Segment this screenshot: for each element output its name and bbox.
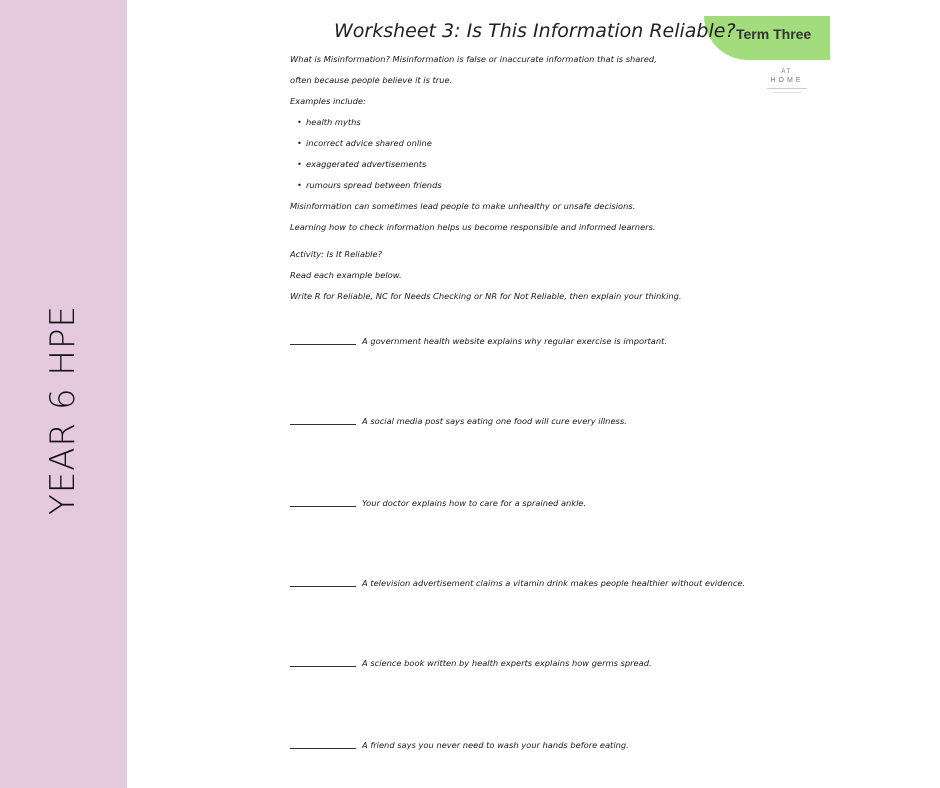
logo-rule-small <box>773 92 801 93</box>
answer-blank-4[interactable] <box>290 586 356 587</box>
answer-blank-3[interactable] <box>290 506 356 507</box>
sidebar <box>0 0 127 788</box>
intro-line-2: often because people believe it is true. <box>290 75 453 85</box>
question-3 <box>290 498 586 508</box>
logo-line-1: AT <box>781 69 793 75</box>
example-item: • incorrect advice shared online <box>306 138 432 148</box>
learning-text: Learning how to check information helps us become responsible and informed learners. <box>290 222 656 232</box>
worksheet-title: Worksheet 3: Is This Information Reliable? <box>334 20 736 42</box>
intro-line-1: What is Misinformation? Misinformation is false or inaccurate information that is shared, <box>290 54 657 64</box>
instruction-1: Read each example below. <box>290 270 402 280</box>
question-text: A social media post says eating one food will cure every illness. <box>362 416 627 426</box>
question-5 <box>290 658 652 668</box>
logo-line-2: HOME <box>770 77 804 84</box>
examples-heading: Examples include: <box>290 96 366 106</box>
answer-blank-5[interactable] <box>290 666 356 667</box>
consequence-text: Misinformation can sometimes lead people to make unhealthy or unsafe decisions. <box>290 201 636 211</box>
question-text: A television advertisement claims a vitamin drink makes people healthier without evidence. <box>362 578 746 588</box>
question-text: A science book written by health experts explains how germs spread. <box>362 658 652 668</box>
answer-blank-2[interactable] <box>290 424 356 425</box>
question-4 <box>290 578 745 588</box>
sidebar-label: YEAR 6 HPE <box>43 305 83 515</box>
example-item: • exaggerated advertisements <box>306 159 426 169</box>
question-2 <box>290 416 627 426</box>
answer-blank-6[interactable] <box>290 748 356 749</box>
logo-rule <box>767 88 807 89</box>
instruction-2: Write R for Reliable, NC for Needs Checking or NR for Not Reliable, then explain your thinking. <box>290 291 682 301</box>
question-text: A government health website explains why regular exercise is important. <box>362 336 667 346</box>
question-6 <box>290 740 629 750</box>
question-text: A friend says you never need to wash your hands before eating. <box>362 740 629 750</box>
example-item: • health myths <box>306 117 361 127</box>
at-home-logo <box>760 68 814 110</box>
example-item: • rumours spread between friends <box>306 180 442 190</box>
activity-title: Activity: Is It Reliable? <box>290 249 382 259</box>
answer-blank-1[interactable] <box>290 344 356 345</box>
question-1 <box>290 336 667 346</box>
term-badge-label: Term Three <box>736 26 812 42</box>
question-text: Your doctor explains how to care for a sprained ankle. <box>362 498 587 508</box>
